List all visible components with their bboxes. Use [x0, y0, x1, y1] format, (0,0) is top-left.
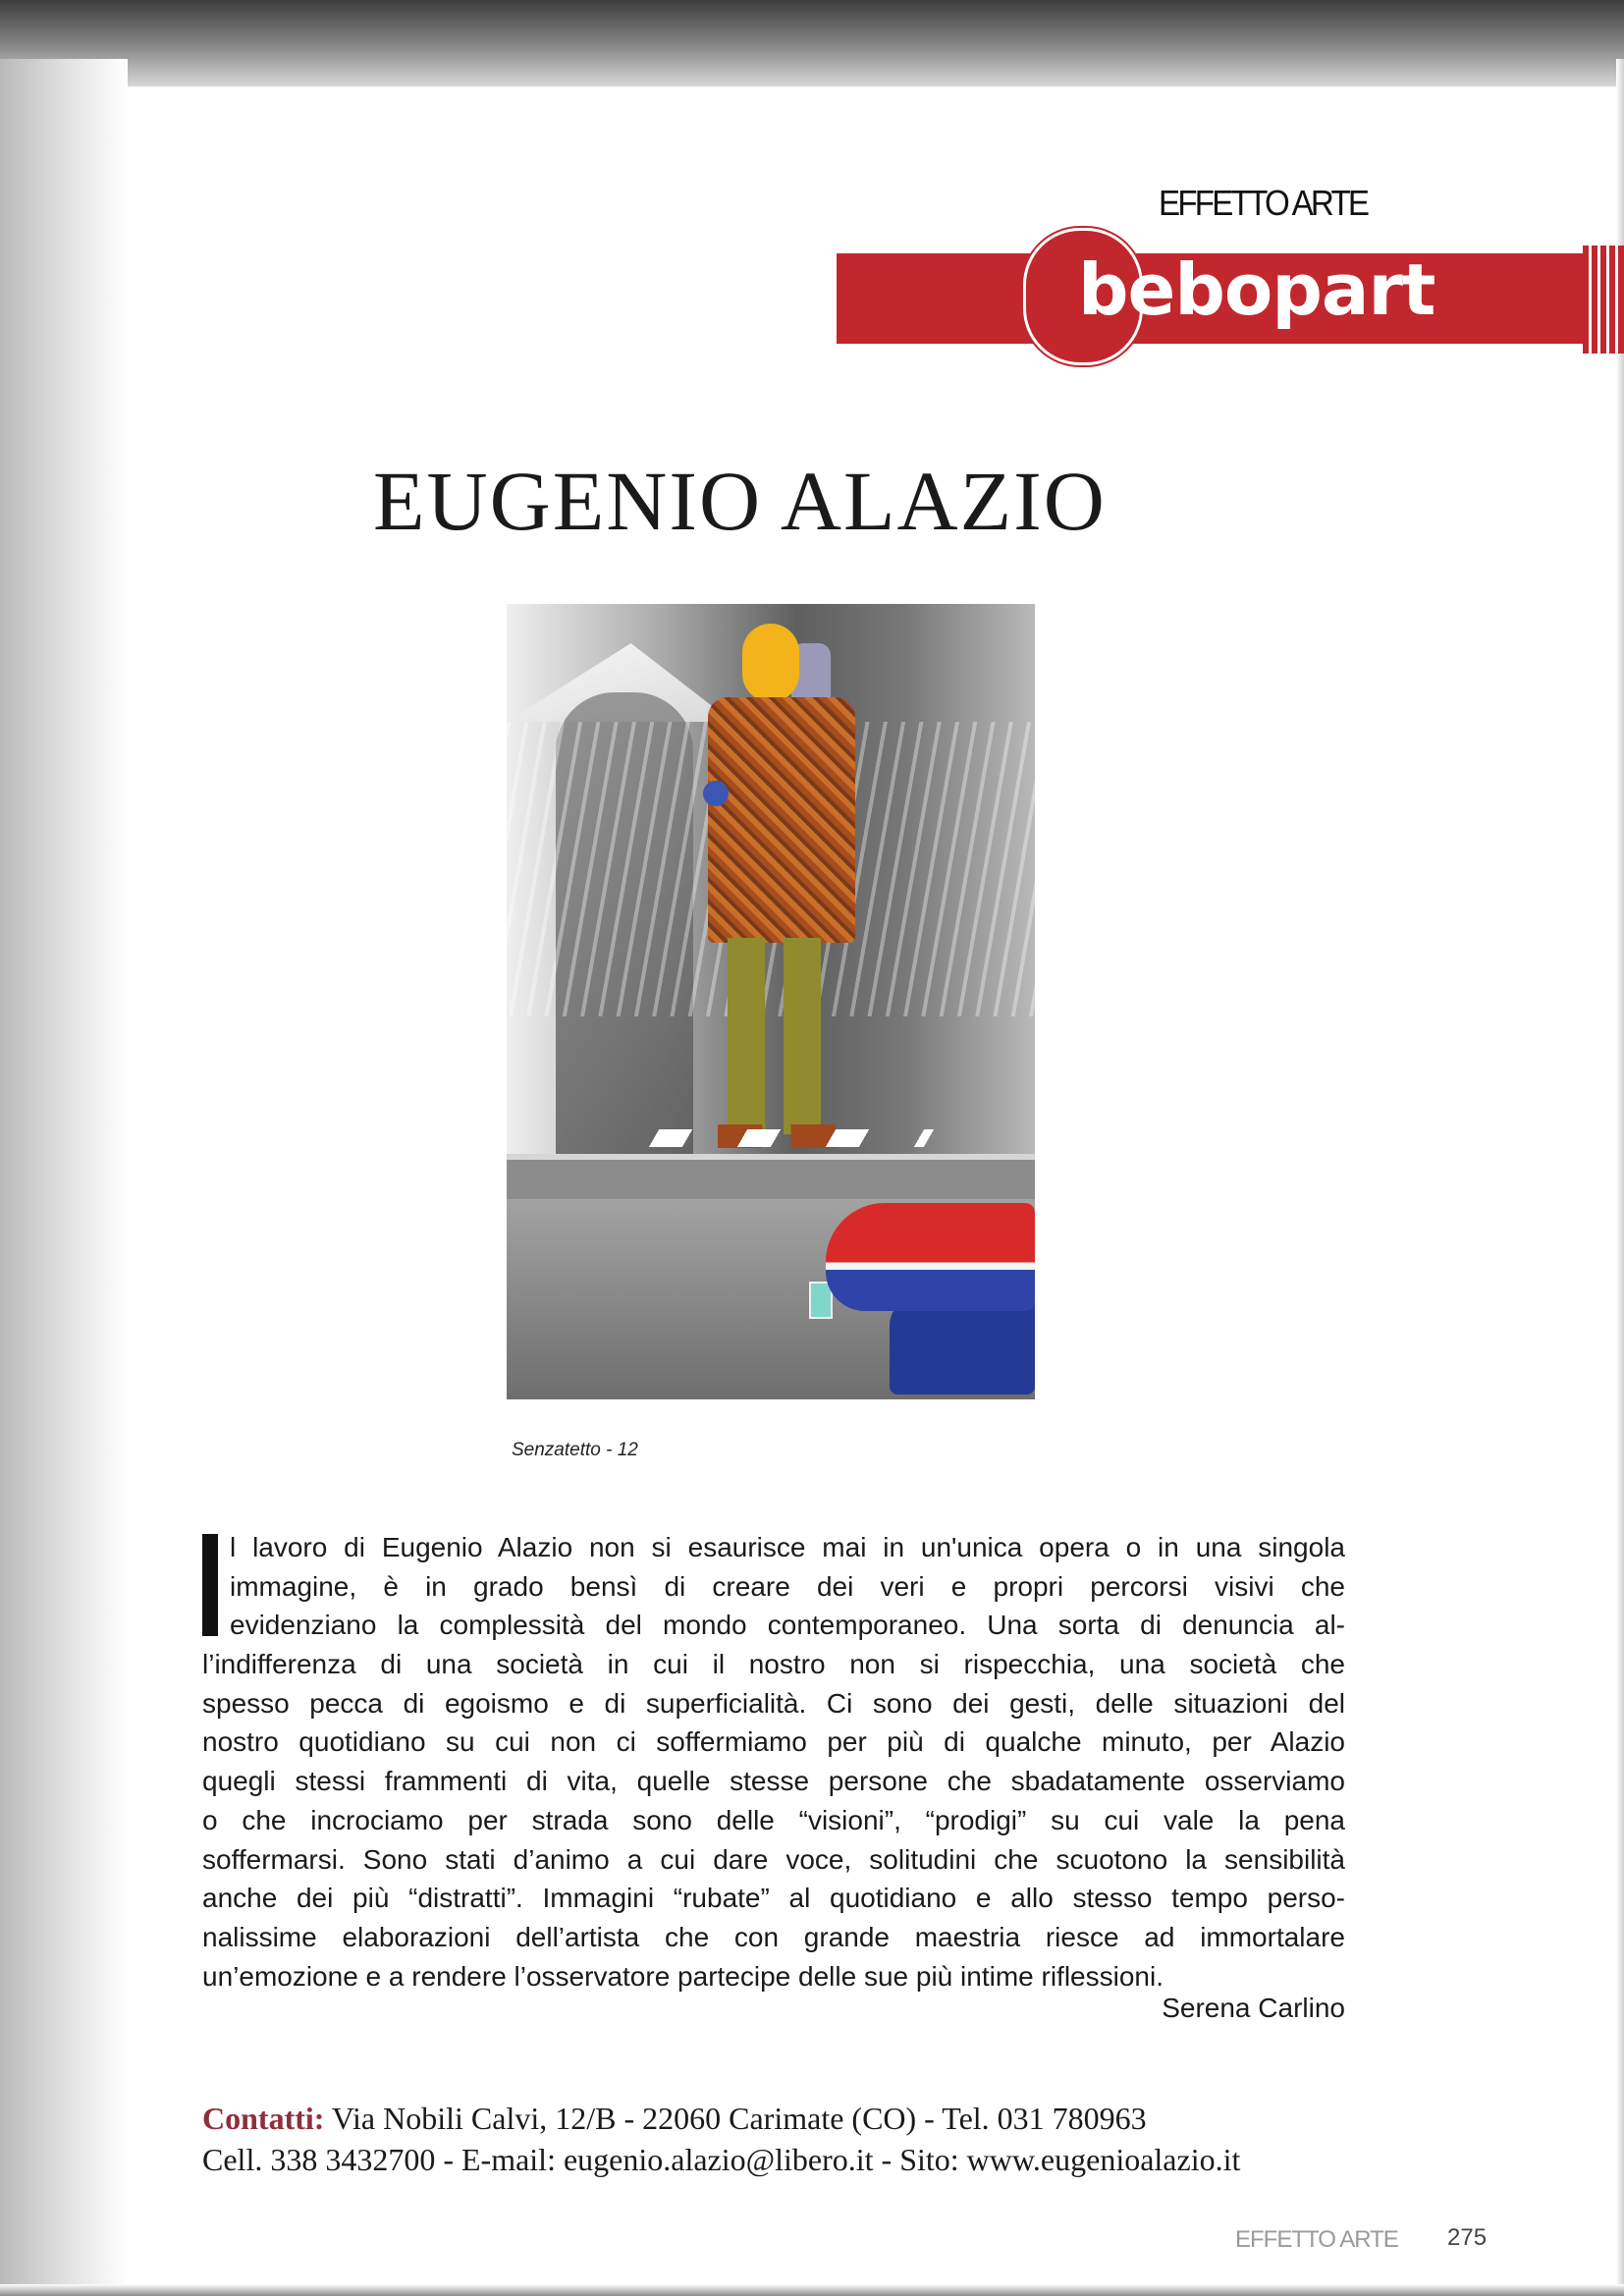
body-line: l lavoro di Eugenio Alazio non si esaurisce mai in un'unica opera o in una singola: [230, 1532, 1345, 1562]
artwork-kneeling-figure-legs: [890, 1296, 1035, 1394]
contacts-row-2: Cell. 338 3432700 - E-mail: eugenio.alazio@libero.it - Sito: www.eugenioalazio.it: [202, 2142, 1241, 2177]
artwork-mannequin-dress: [708, 697, 855, 943]
page-number: 275: [1447, 2224, 1488, 2251]
scan-shadow-top: [0, 0, 1624, 86]
scan-edge-right: [1616, 59, 1624, 2284]
body-line: spesso pecca di egoismo e di superficialità. Ci sono dei gesti, delle situazioni del: [202, 1687, 1345, 1719]
article-title: EUGENIO ALAZIO: [373, 454, 1107, 548]
body-line: soffermarsi. Sono stati d’animo a cui dare voce, solitudini che scuotono la sensibilità: [202, 1843, 1345, 1875]
scan-shadow-left: [0, 59, 128, 2296]
footer-section-label: EFFETTO ARTE: [1235, 2226, 1398, 2253]
brand-logo: bebopart: [1078, 248, 1435, 331]
artwork-mannequin-head: [742, 624, 799, 702]
body-line: l’indifferenza di una società in cui il nostro non si rispecchia, una società che: [202, 1649, 1345, 1680]
artwork-floor-marks: [649, 1129, 934, 1147]
contacts-block: [202, 2098, 1351, 2186]
contacts-row-1: [202, 2098, 1351, 2139]
body-line: quegli stessi frammenti di vita, quelle stesse persone che sbadatamente osserviamo: [202, 1766, 1345, 1797]
scan-shadow-bottom: [0, 2284, 1624, 2296]
body-line: evidenziano la complessità del mondo contemporaneo. Una sorta di denuncia al-: [230, 1610, 1345, 1641]
body-line: nalissime elaborazioni dell’artista che con grande maestria riesce ad immortalare: [202, 1921, 1345, 1952]
body-line: o che incrociamo per strada sono delle “visioni”, “prodigi” su cui vale la pena: [202, 1804, 1345, 1835]
artwork-mannequin-legs: [728, 938, 821, 1134]
contacts-label: Contatti:: [202, 2101, 325, 2136]
artwork-shop-step: [507, 1154, 1035, 1205]
header-section-label: EFFETTO ARTE: [1159, 183, 1368, 223]
body-line: anche dei più “distratti”. Immagini “rubate” al quotidiano e allo stesso tempo perso-: [202, 1883, 1345, 1914]
body-line: nostro quotidiano su cui non ci soffermiamo per più di qualche minuto, per Alazio: [202, 1726, 1345, 1758]
artwork-caption: Senzatetto - 12: [512, 1440, 638, 1460]
body-line: immagine, è in grado bensì di creare dei veri e propri percorsi visivi che: [230, 1570, 1345, 1602]
article-author: Serena Carlino: [1162, 1993, 1345, 2023]
artwork-blue-ball: [703, 781, 729, 806]
brand-logo-band-tail: [1583, 246, 1624, 354]
body-line: un’emozione e a rendere l’osservatore partecipe delle sue più intime riflessioni.: [202, 1960, 1164, 1992]
artwork-kneeling-figure: [826, 1203, 1035, 1311]
artwork-image: [507, 604, 1035, 1399]
contacts-address: Via Nobili Calvi, 12/B - 22060 Carimate (CO) - Tel. 031 780963: [331, 2101, 1147, 2136]
